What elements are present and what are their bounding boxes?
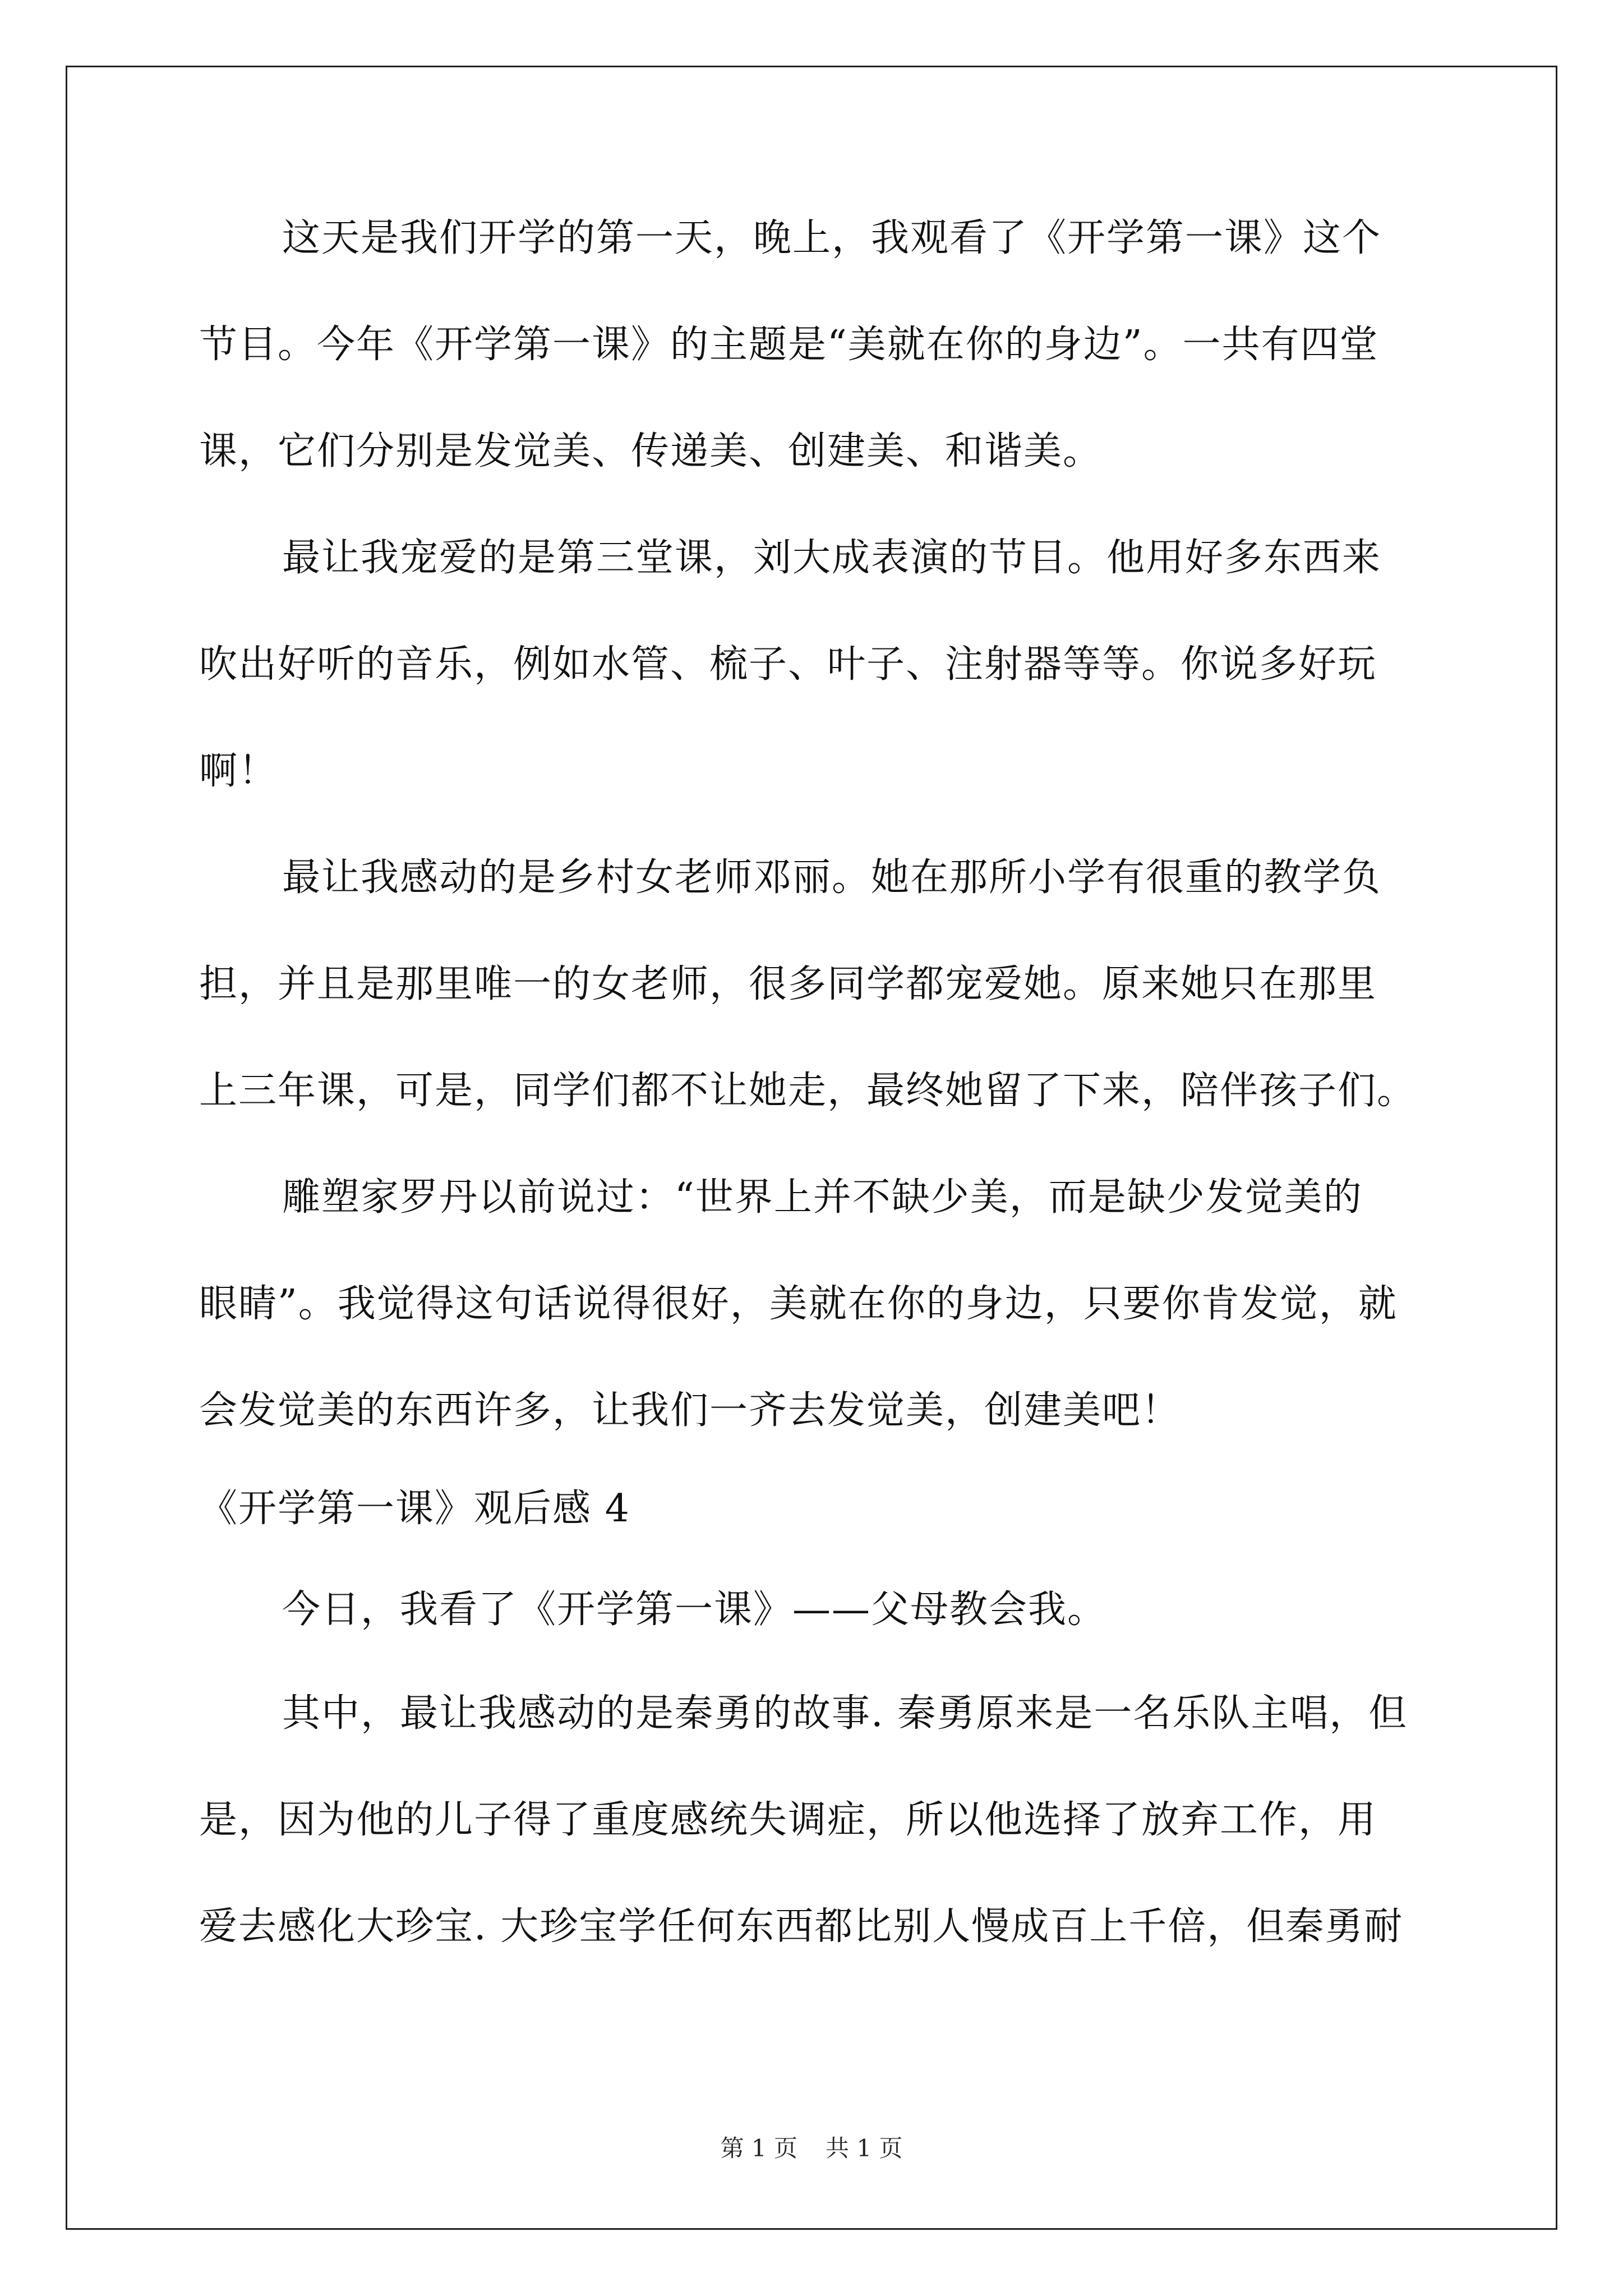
paragraph-4-line-2: 眼睛”。我觉得这句话说得很好，美就在你的身边，只要你肯发觉，就 <box>199 1282 1398 1326</box>
paragraph-3-line-2: 担，并且是那里唯一的女老师，很多同学都宠爱她。原来她只在那里 <box>199 962 1377 1006</box>
paragraph-1-line-1: 这天是我们开学的第一天，晚上，我观看了《开学第一课》这个 <box>282 216 1382 260</box>
paragraph-1-line-2: 节目。今年《开学第一课》的主题是“美就在你的身边”。一共有四堂 <box>199 323 1379 367</box>
section-heading: 《开学第一课》观后感 4 <box>199 1487 630 1531</box>
paragraph-2-line-2: 吹出好听的音乐，例如水管、梳子、叶子、注射器等等。你说多好玩 <box>199 642 1377 687</box>
paragraph-2-line-3: 啊！ <box>199 749 278 793</box>
paragraph-2-line-1: 最让我宠爱的是第三堂课，刘大成表演的节目。他用好多东西来 <box>282 536 1382 580</box>
page-footer <box>0 2132 1623 2165</box>
page-total: 共 1 页 <box>826 2134 903 2162</box>
paragraph-6-line-2: 是，因为他的儿子得了重度感统失调症，所以他选择了放弃工作，用 <box>199 1798 1377 1842</box>
paragraph-6-line-1: 其中，最让我感动的是秦勇的故事. 秦勇原来是一名乐队主唱，但 <box>282 1691 1408 1736</box>
page-number: 第 1 页 <box>720 2134 797 2162</box>
paragraph-6-line-3: 爱去感化大珍宝. 大珍宝学任何东西都比别人慢成百上千倍，但秦勇耐 <box>199 1904 1404 1949</box>
paragraph-3-line-1: 最让我感动的是乡村女老师邓丽。她在那所小学有很重的教学负 <box>282 855 1382 900</box>
paragraph-5-line-1: 今日，我看了《开学第一课》——父母教会我。 <box>282 1588 1107 1632</box>
paragraph-4-line-3: 会发觉美的东西许多，让我们一齐去发觉美，创建美吧！ <box>199 1388 1181 1433</box>
paragraph-3-line-3: 上三年课，可是，同学们都不让她走，最终她留了下来，陪伴孩子们。 <box>199 1069 1417 1113</box>
paragraph-1-line-3: 课，它们分别是发觉美、传递美、创建美、和谐美。 <box>199 429 1103 473</box>
paragraph-4-line-1: 雕塑家罗丹以前说过：“世界上并不缺少美，而是缺少发觉美的 <box>282 1175 1363 1220</box>
